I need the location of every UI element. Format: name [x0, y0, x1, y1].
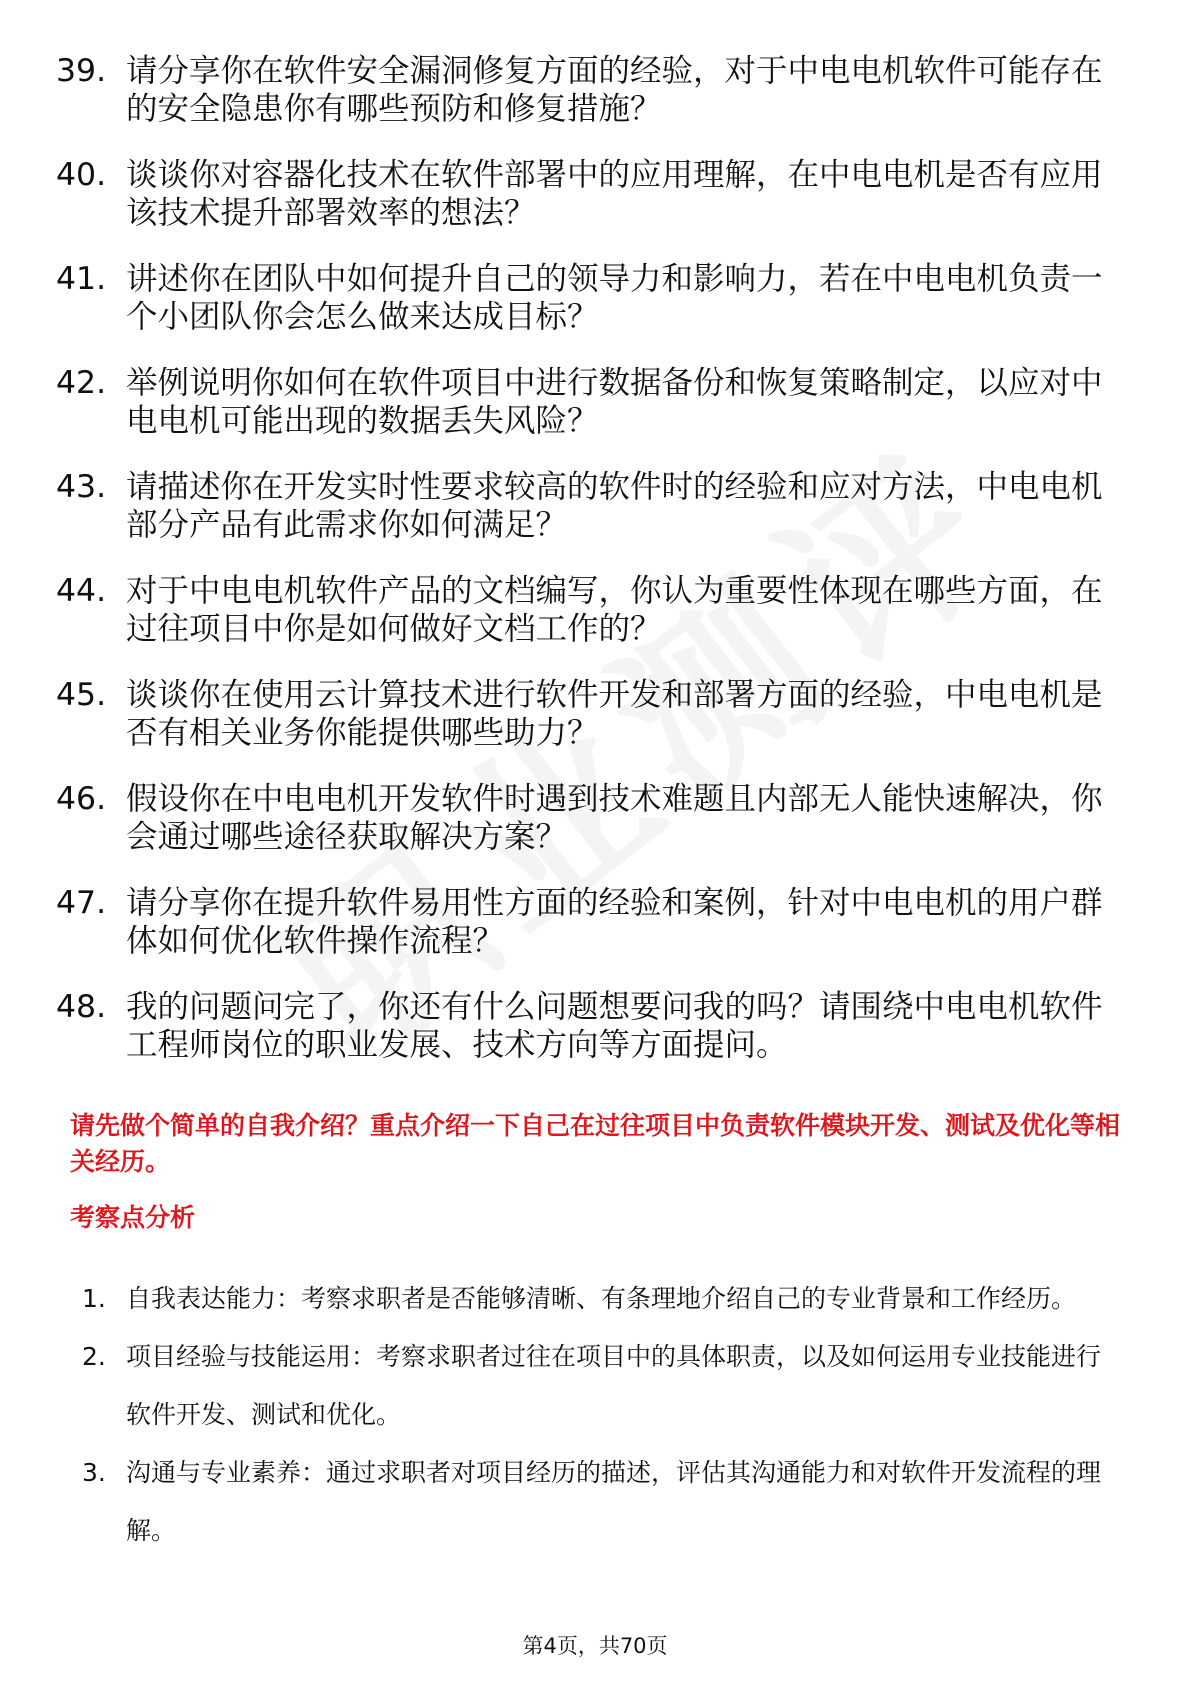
question-text: 谈谈你对容器化技术在软件部署中的应用理解，在中电电机是否有应用该技术提升部署效率的想法？ — [126, 157, 1103, 231]
question-number: 44. — [56, 573, 107, 609]
analysis-text: 项目经验与技能运用：考察求职者过往在项目中的具体职责，以及如何运用专业技能进行软件开发、测试和优化。 — [126, 1342, 1102, 1429]
question-text: 谈谈你在使用云计算技术进行软件开发和部署方面的经验，中电电机是否有相关业务你能提供哪些助力？ — [126, 677, 1103, 751]
question-number: 43. — [56, 469, 107, 505]
analysis-number: 2. — [82, 1342, 106, 1371]
analysis-list — [82, 1270, 1122, 1560]
analysis-heading: 考察点分析 — [70, 1203, 196, 1232]
list-item — [56, 988, 1116, 1064]
list-item — [56, 468, 1116, 544]
question-number: 41. — [56, 261, 107, 297]
question-number: 45. — [56, 677, 107, 713]
question-number: 40. — [56, 157, 107, 193]
question-number: 39. — [56, 53, 107, 89]
list-item — [56, 260, 1116, 336]
question-number: 48. — [56, 989, 107, 1025]
list-item — [56, 676, 1116, 752]
list-item — [56, 52, 1116, 128]
question-list — [56, 52, 1116, 1092]
list-item — [82, 1270, 1122, 1328]
question-text: 假设你在中电电机开发软件时遇到技术难题且内部无人能快速解决，你会通过哪些途径获取解决方案？ — [126, 781, 1103, 855]
featured-question: 请先做个简单的自我介绍？重点介绍一下自己在过往项目中负责软件模块开发、测试及优化等相关经历。 — [70, 1111, 1121, 1176]
analysis-number: 1. — [82, 1284, 106, 1313]
question-text: 请分享你在提升软件易用性方面的经验和案例，针对中电电机的用户群体如何优化软件操作流程？ — [126, 885, 1103, 959]
question-text: 我的问题问完了，你还有什么问题想要问我的吗？请围绕中电电机软件工程师岗位的职业发展、技术方向等方面提问。 — [126, 989, 1103, 1063]
list-item — [56, 156, 1116, 232]
question-number: 42. — [56, 365, 107, 401]
question-number: 46. — [56, 781, 107, 817]
list-item — [82, 1328, 1122, 1444]
question-text: 讲述你在团队中如何提升自己的领导力和影响力，若在中电电机负责一个小团队你会怎么做来达成目标？ — [126, 261, 1103, 335]
list-item — [56, 364, 1116, 440]
list-item — [82, 1444, 1122, 1560]
question-text: 举例说明你如何在软件项目中进行数据备份和恢复策略制定，以应对中电电机可能出现的数据丢失风险？ — [126, 365, 1103, 439]
question-number: 47. — [56, 885, 107, 921]
question-text: 请分享你在软件安全漏洞修复方面的经验，对于中电电机软件可能存在的安全隐患你有哪些预防和修复措施？ — [126, 53, 1103, 127]
analysis-number: 3. — [82, 1458, 106, 1487]
analysis-text: 自我表达能力：考察求职者是否能够清晰、有条理地介绍自己的专业背景和工作经历。 — [126, 1284, 1077, 1313]
question-text: 对于中电电机软件产品的文档编写，你认为重要性体现在哪些方面，在过往项目中你是如何做好文档工作的？ — [126, 573, 1103, 647]
list-item — [56, 780, 1116, 856]
page-footer: 第4页，共70页 — [522, 1634, 668, 1658]
list-item — [56, 884, 1116, 960]
question-text: 请描述你在开发实时性要求较高的软件时的经验和应对方法，中电电机部分产品有此需求你如何满足？ — [126, 469, 1103, 543]
analysis-text: 沟通与专业素养：通过求职者对项目经历的描述，评估其沟通能力和对软件开发流程的理解。 — [126, 1458, 1102, 1545]
list-item — [56, 572, 1116, 648]
